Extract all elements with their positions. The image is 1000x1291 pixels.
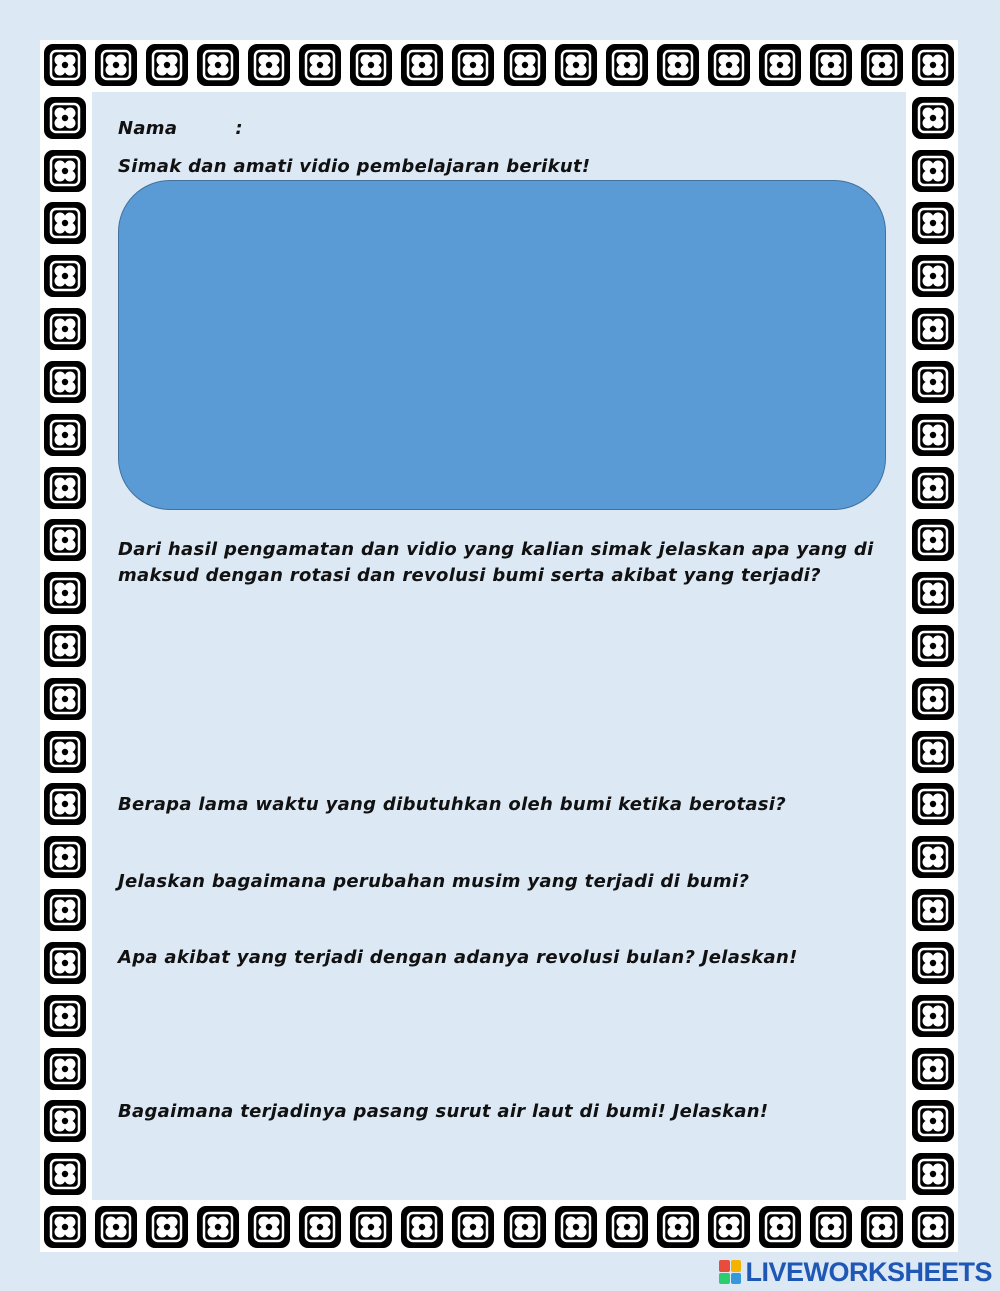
question-4: Apa akibat yang terjadi dengan adanya revolusi bulan? Jelaskan! [118, 947, 798, 968]
four-petal-flower-icon [401, 44, 443, 86]
four-petal-flower-icon [299, 44, 341, 86]
four-petal-flower-icon [95, 1206, 137, 1248]
four-petal-flower-icon [606, 1206, 648, 1248]
four-petal-flower-icon [912, 1048, 954, 1090]
four-petal-flower-icon [504, 44, 546, 86]
four-petal-flower-icon [555, 1206, 597, 1248]
name-colon: : [235, 118, 243, 139]
video-placeholder[interactable] [118, 180, 886, 510]
four-petal-flower-icon [44, 414, 86, 456]
four-petal-flower-icon [912, 889, 954, 931]
four-petal-flower-icon [146, 44, 188, 86]
four-petal-flower-icon [44, 783, 86, 825]
four-petal-flower-icon [44, 836, 86, 878]
question-2: Berapa lama waktu yang dibutuhkan oleh bumi ketika berotasi? [118, 794, 787, 815]
four-petal-flower-icon [452, 44, 494, 86]
four-petal-flower-icon [44, 942, 86, 984]
four-petal-flower-icon [912, 414, 954, 456]
four-petal-flower-icon [197, 44, 239, 86]
four-petal-flower-icon [95, 44, 137, 86]
instruction-text: Simak dan amati vidio pembelajaran berikut! [118, 156, 591, 177]
four-petal-flower-icon [44, 44, 86, 86]
four-petal-flower-icon [44, 1153, 86, 1195]
four-petal-flower-icon [861, 1206, 903, 1248]
four-petal-flower-icon [248, 44, 290, 86]
four-petal-flower-icon [44, 572, 86, 614]
liveworksheets-logo-icon [719, 1260, 741, 1284]
four-petal-flower-icon [912, 308, 954, 350]
four-petal-flower-icon [912, 995, 954, 1037]
liveworksheets-watermark [719, 1257, 992, 1287]
four-petal-flower-icon [606, 44, 648, 86]
four-petal-flower-icon [44, 625, 86, 667]
four-petal-flower-icon [912, 519, 954, 561]
four-petal-flower-icon [810, 44, 852, 86]
four-petal-flower-icon [44, 97, 86, 139]
four-petal-flower-icon [350, 44, 392, 86]
four-petal-flower-icon [657, 1206, 699, 1248]
four-petal-flower-icon [44, 467, 86, 509]
four-petal-flower-icon [912, 1100, 954, 1142]
four-petal-flower-icon [912, 731, 954, 773]
four-petal-flower-icon [44, 1206, 86, 1248]
question-3: Jelaskan bagaimana perubahan musim yang terjadi di bumi? [118, 871, 750, 892]
four-petal-flower-icon [912, 836, 954, 878]
four-petal-flower-icon [912, 625, 954, 667]
four-petal-flower-icon [555, 44, 597, 86]
four-petal-flower-icon [810, 1206, 852, 1248]
four-petal-flower-icon [912, 202, 954, 244]
four-petal-flower-icon [350, 1206, 392, 1248]
question-1: Dari hasil pengamatan dan vidio yang kalian simak jelaskan apa yang di maksud dengan rotasi dan revolusi bumi serta akibat yang terjadi? [118, 539, 874, 586]
four-petal-flower-icon [197, 1206, 239, 1248]
four-petal-flower-icon [44, 202, 86, 244]
name-label: Nama : [118, 118, 243, 139]
question-5: Bagaimana terjadinya pasang surut air laut di bumi! Jelaskan! [118, 1101, 769, 1122]
four-petal-flower-icon [146, 1206, 188, 1248]
four-petal-flower-icon [912, 942, 954, 984]
four-petal-flower-icon [44, 519, 86, 561]
four-petal-flower-icon [912, 1153, 954, 1195]
four-petal-flower-icon [912, 255, 954, 297]
four-petal-flower-icon [912, 467, 954, 509]
four-petal-flower-icon [912, 783, 954, 825]
four-petal-flower-icon [912, 97, 954, 139]
four-petal-flower-icon [299, 1206, 341, 1248]
watermark-text: LIVEWORKSHEETS [745, 1256, 992, 1287]
four-petal-flower-icon [912, 572, 954, 614]
four-petal-flower-icon [759, 1206, 801, 1248]
four-petal-flower-icon [759, 44, 801, 86]
four-petal-flower-icon [452, 1206, 494, 1248]
four-petal-flower-icon [44, 150, 86, 192]
four-petal-flower-icon [44, 731, 86, 773]
four-petal-flower-icon [861, 44, 903, 86]
four-petal-flower-icon [912, 678, 954, 720]
four-petal-flower-icon [44, 1100, 86, 1142]
four-petal-flower-icon [44, 308, 86, 350]
four-petal-flower-icon [708, 44, 750, 86]
four-petal-flower-icon [44, 1048, 86, 1090]
four-petal-flower-icon [912, 150, 954, 192]
four-petal-flower-icon [912, 1206, 954, 1248]
four-petal-flower-icon [248, 1206, 290, 1248]
four-petal-flower-icon [657, 44, 699, 86]
four-petal-flower-icon [44, 361, 86, 403]
four-petal-flower-icon [912, 361, 954, 403]
four-petal-flower-icon [504, 1206, 546, 1248]
four-petal-flower-icon [44, 995, 86, 1037]
four-petal-flower-icon [44, 889, 86, 931]
four-petal-flower-icon [401, 1206, 443, 1248]
four-petal-flower-icon [44, 678, 86, 720]
four-petal-flower-icon [912, 44, 954, 86]
four-petal-flower-icon [44, 255, 86, 297]
four-petal-flower-icon [708, 1206, 750, 1248]
